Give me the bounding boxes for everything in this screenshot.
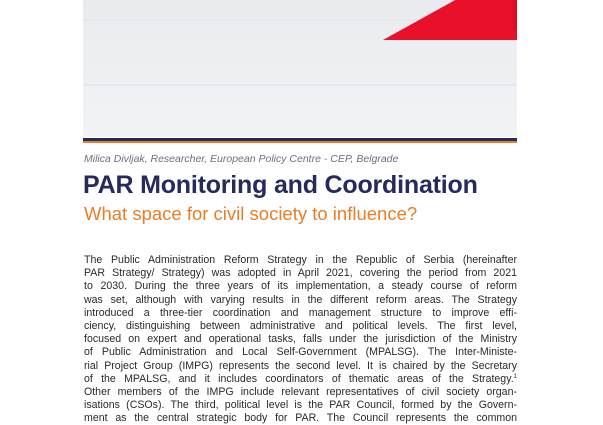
body-line: ment as the central strategic body for PAR. The Council represents the common — [84, 412, 517, 425]
article-title: PAR Monitoring and Coordination — [83, 171, 478, 199]
push-pin-shade — [513, 0, 517, 30]
article-body — [84, 254, 517, 425]
body-line-text: of the MPALSG, and it includes coordinators of thematic areas of the Strategy. — [84, 372, 514, 385]
body-line: introduced a three-tier coordination and management structure to improve effi- — [84, 306, 517, 319]
body-line: ciency, distinguishing between administrative and political levels. The first level, — [84, 319, 517, 332]
author-byline: Milica Divljak, Researcher, European Policy Centre - CEP, Belgrade — [84, 153, 399, 165]
body-line: PAR Strategy/ Strategy) was adopted in April 2021, covering the period from 2021 — [84, 267, 517, 280]
body-line: of Public Administration and Local Self-Government (MPALSG). The Inter-Ministe- — [84, 346, 517, 359]
body-line: focused on expert and operational tasks, falls under the jurisdiction of the Ministry — [84, 333, 517, 346]
body-line: The Public Administration Reform Strategy in the Republic of Serbia (hereinafter — [84, 254, 517, 266]
body-line: isations (CSOs). The third, political level is the PAR Council, formed by the Govern- — [84, 399, 517, 412]
footnote-marker[interactable]: 1 — [513, 373, 517, 380]
hero-photo — [83, 0, 517, 137]
body-line: Other members of the IMPG include relevant representatives of civil society organ- — [84, 385, 517, 398]
body-line: rial Project Group (IMPG) represents the second level. It is chaired by the Secretary — [84, 359, 517, 372]
body-line-with-footnote — [84, 373, 517, 386]
body-line: to 2030. During the three years of its implementation, a steady course of reform — [84, 280, 517, 293]
article-subtitle: What space for civil society to influence? — [84, 203, 418, 224]
divider-orange — [83, 141, 517, 143]
body-line: was set, although with varying results in the different reform areas. The Strategy — [84, 293, 517, 306]
